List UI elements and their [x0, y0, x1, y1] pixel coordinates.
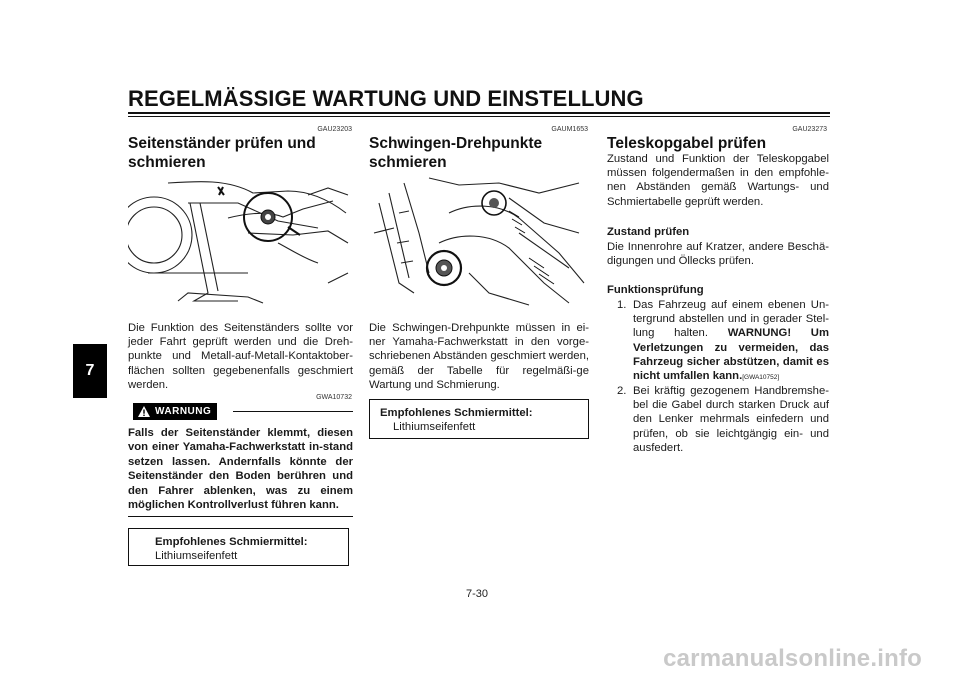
- lubricant-value: Lithiumseifenfett: [155, 550, 238, 562]
- warning-label: WARNUNG: [155, 406, 212, 417]
- chapter-tab: 7: [73, 344, 107, 398]
- section-code: GAU23273: [792, 126, 827, 133]
- lubricant-title: Empfohlenes Schmiermittel:: [380, 407, 533, 419]
- section-code: GAU23203: [317, 126, 352, 133]
- page-title: REGELMÄSSIGE WARTUNG UND EINSTELLUNG: [128, 86, 644, 111]
- header-rule: [128, 112, 830, 114]
- step-text: Bei kräftig gezogenem Handbremshe-bel die Gabel durch starken Druck auf den Lenker mehrmals einfedern und prüfen, ob sie leichtgängig ein- und ausfedert.: [633, 385, 829, 454]
- page-number: 7-30: [466, 588, 489, 600]
- title-line-1: Schwingen-Drehpunkte: [369, 135, 543, 152]
- warning-code: GWA10732: [316, 394, 352, 401]
- warning-rule-top: [233, 411, 353, 412]
- section-title-swingarm: [369, 134, 589, 172]
- condition-paragraph: Die Innenrohre auf Kratzer, andere Beschä-digungen und Öllecks prüfen.: [607, 241, 829, 268]
- step-number: 2.: [617, 385, 627, 397]
- section-title-sidestand: [128, 134, 353, 172]
- warning-triangle-icon: [137, 405, 151, 418]
- title-line-2: schmieren: [128, 154, 206, 171]
- sidestand-illustration: [128, 173, 353, 311]
- section-code: GAUM1653: [551, 126, 588, 133]
- step-text: Das Fahrzeug auf einem ebenen Un-tergrund abstellen und in gerader Stel-lung halten.: [633, 299, 829, 340]
- step-1: [617, 298, 829, 385]
- sidestand-figure: [128, 173, 353, 311]
- sidestand-paragraph: Die Funktion des Seitenständers sollte vor jeder Fahrt geprüft werden und die Dreh-punkte und Metall-auf-Metall-Kontaktober-flächen sollten gegebenenfalls geschmiert werden.: [128, 322, 353, 391]
- lubricant-title: Empfohlenes Schmiermittel:: [155, 536, 308, 548]
- step-warning-code: [GWA10752]: [742, 374, 780, 382]
- step-2: [617, 384, 829, 455]
- warning-badge: [133, 403, 217, 420]
- subheading-function: Funktionsprüfung: [607, 284, 704, 296]
- swingarm-illustration: [369, 173, 589, 311]
- swingarm-paragraph: Die Schwingen-Drehpunkte müssen in ei-ner Yamaha-Fachwerkstatt in den vorge-schriebenen Abständen geschmiert werden, gemäß der Tabelle für regelmäßi-ge Wartung und Schmierung.: [369, 322, 589, 391]
- step-warning: WARNUNG! Um Verletzungen zu vermeiden, das Fahrzeug sicher abstützen, damit es nicht umfallen kann.: [633, 327, 829, 383]
- subheading-condition: Zustand prüfen: [607, 226, 690, 238]
- step-number: 1.: [617, 299, 627, 311]
- lubricant-box-swingarm: [369, 399, 589, 439]
- title-line-1: Seitenständer prüfen und: [128, 135, 316, 152]
- warning-rule-bottom: [128, 516, 353, 517]
- watermark: carmanualsonline.info: [663, 645, 922, 672]
- fork-paragraph: Zustand und Funktion der Teleskopgabel müssen folgendermaßen in den empfohle-nen Abständen gemäß Wartungs- und Schmiertabelle geprüft werden.: [607, 153, 829, 208]
- header-rule-thin: [128, 116, 830, 117]
- warning-text: Falls der Seitenständer klemmt, diesen von einer Yamaha-Fachwerkstatt in-stand setzen lassen. Andernfalls könnte der Seitenständer den Boden berühren und den Fahrer ablenken, was zu einem möglichen Kontrollverlust führen kann.: [128, 427, 353, 512]
- title-line-2: schmieren: [369, 154, 447, 171]
- section-title-fork: Teleskopgabel prüfen: [607, 135, 767, 152]
- lubricant-value: Lithiumseifenfett: [393, 421, 476, 433]
- lubricant-box-sidestand: [128, 528, 349, 566]
- swingarm-figure: [369, 173, 589, 311]
